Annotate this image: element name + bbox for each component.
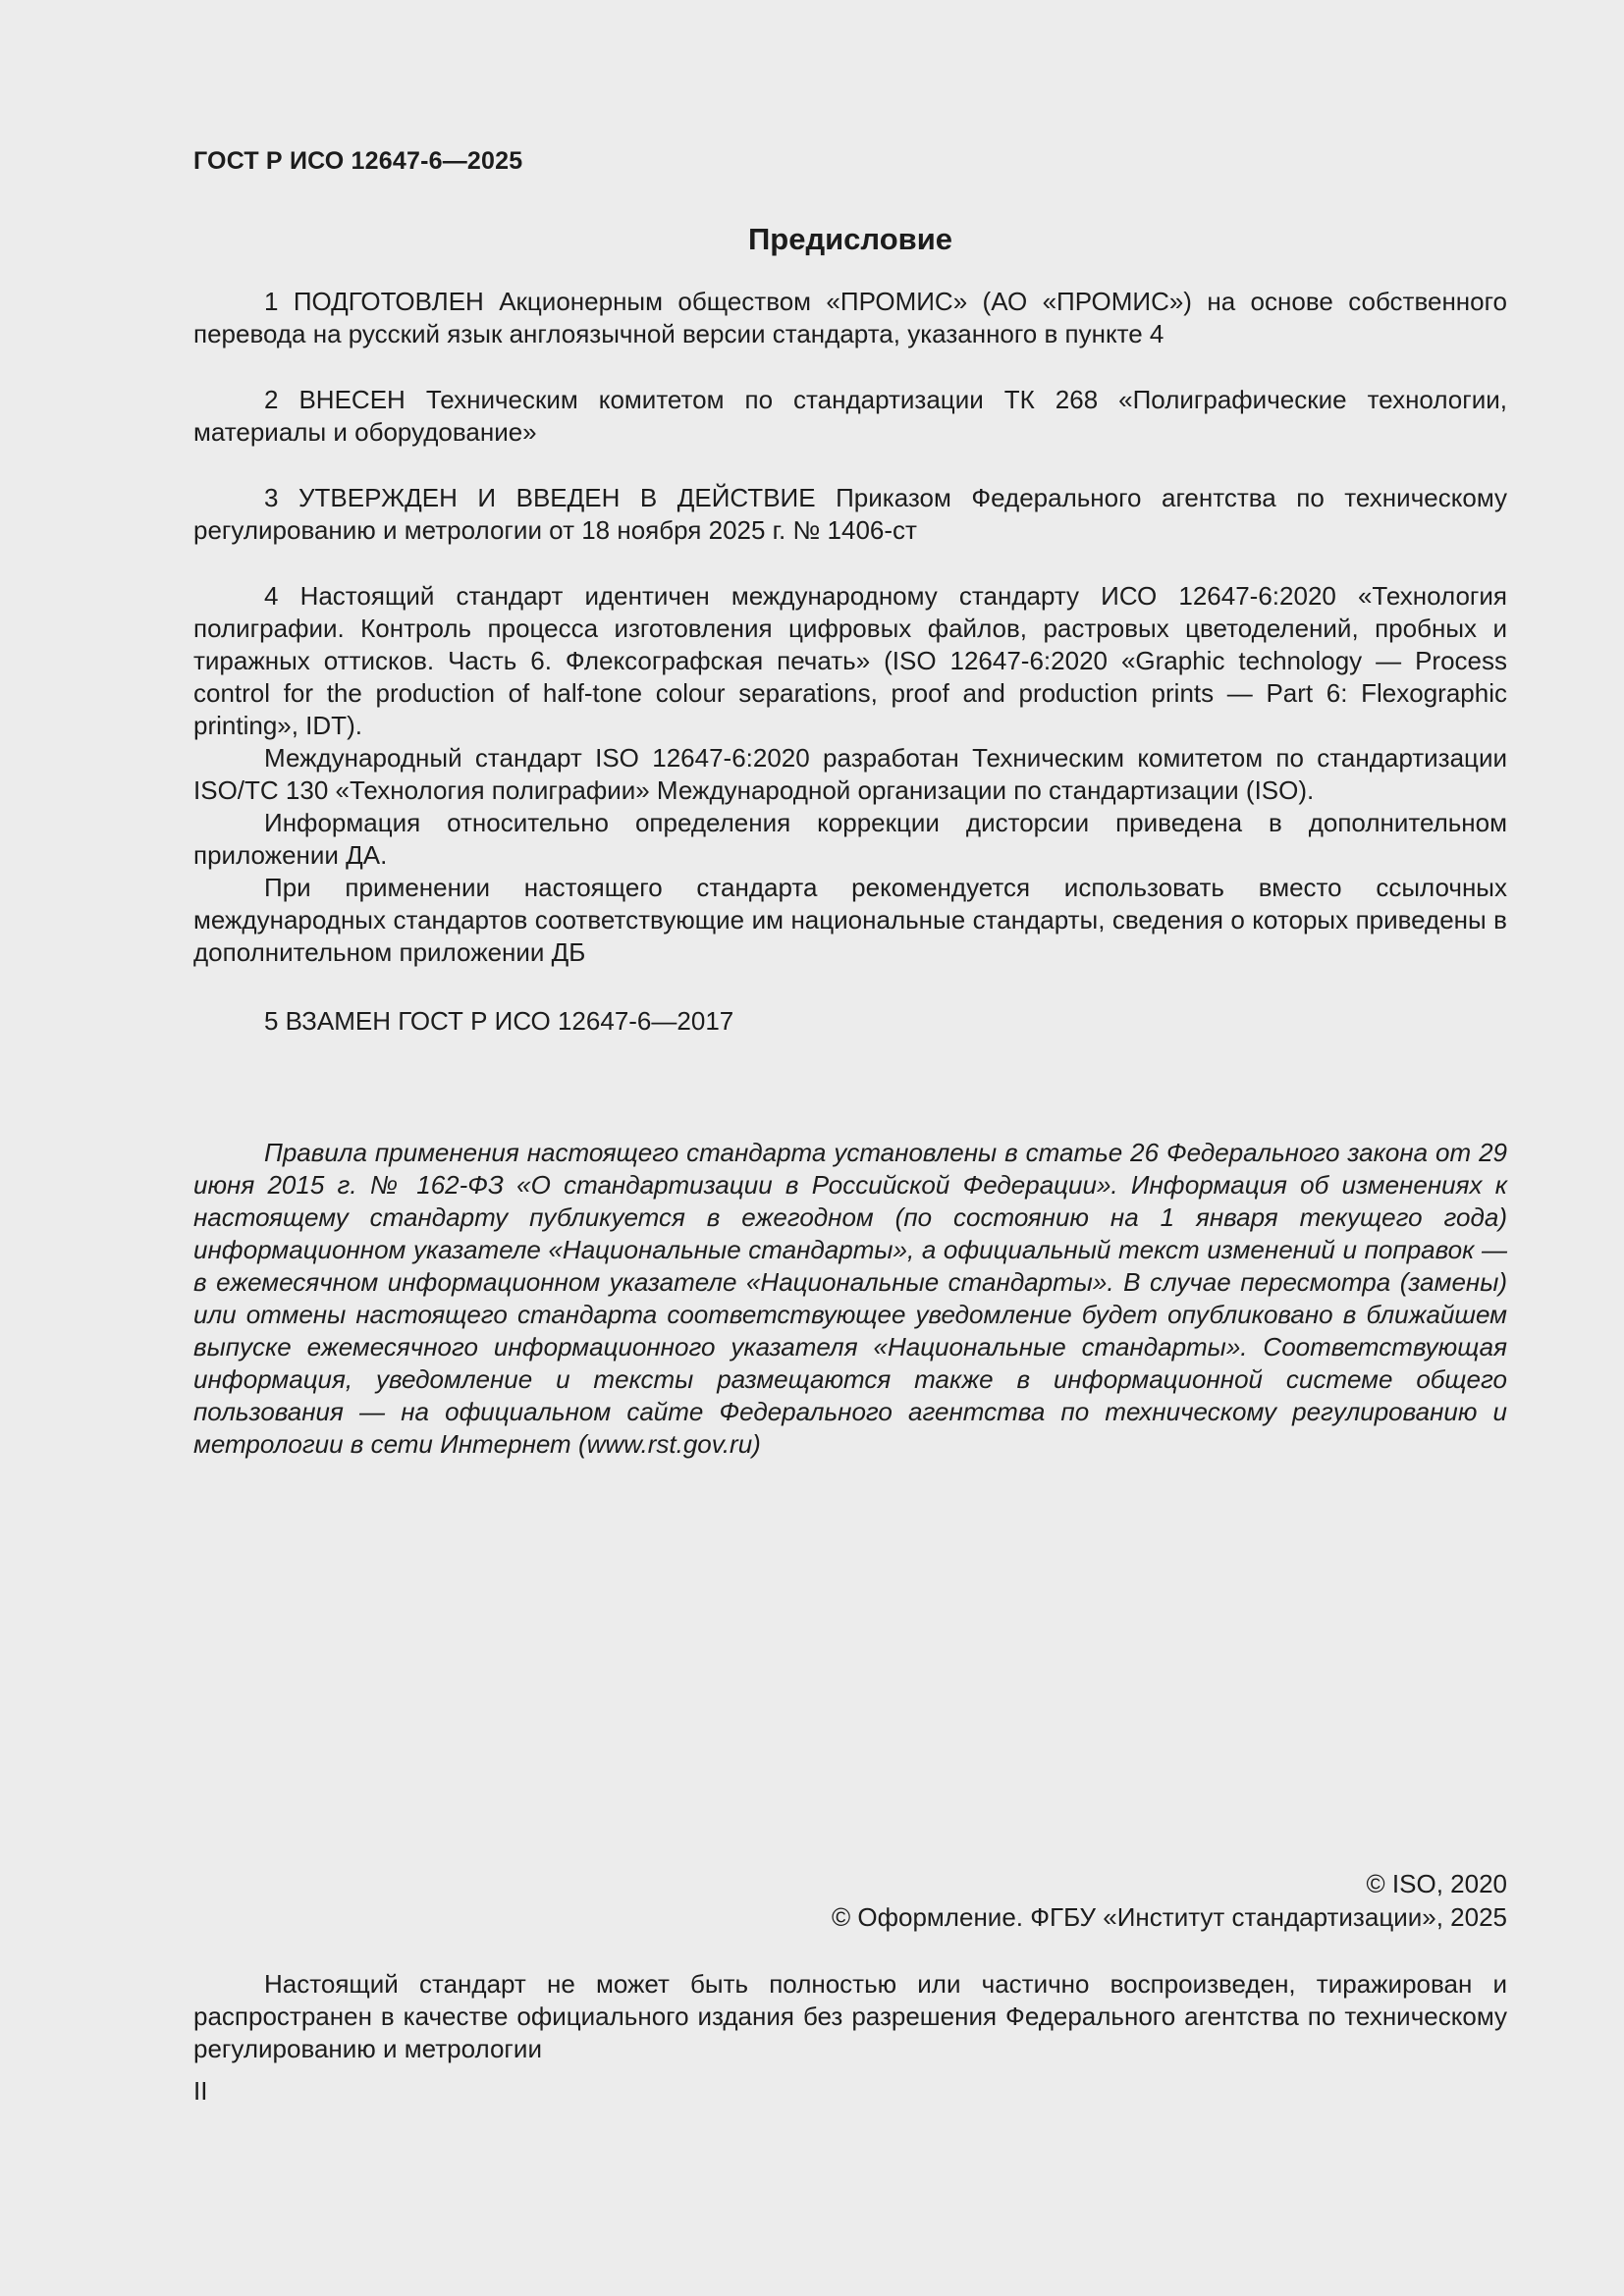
rules-notice-text: Правила применения настоящего стандарта установлены в статье 26 Федерального закона от 29 июня 2015 г. № 162-ФЗ «О стандартизации в Российской Федерации». Информация об изменениях к настоящему стандарту публикуется в ежегодном (по состоянию на 1 января текущего года) информационном указателе «Национальные стандарты», а официальный текст изменений и поправок — в ежемесячном информационном указателе «Национальные стандарты». В случае пересмотра (замены) или отмены настоящего стандарта соответствующее уведомление будет опубликовано в ближайшем выпуске ежемесячного информационного указателя «Национальные стандарты». Соответствующая информация, уведомление и тексты размещаются также в информационной системе общего пользования — на официальном сайте Федерального агентства по техническому регулированию и метрологии в сети Интернет (www.rst.gov.ru) xyxy=(193,1138,1507,1459)
page-number: II xyxy=(193,2076,208,2106)
page-title: Предисловие xyxy=(747,222,952,256)
reproduction-notice xyxy=(193,1968,1507,2065)
foreword-item-4-paragraph: Информация относительно определения коррекции дисторсии приведена в дополнительном приложении ДА. xyxy=(193,808,1507,870)
reproduction-notice-text: Настоящий стандарт не может быть полностью или частично воспроизведен, тиражирован и распространен в качестве официального издания без разрешения Федерального агентства по техническому регулированию и метрологии xyxy=(193,1969,1507,2063)
foreword-item-5-text: 5 ВЗАМЕН ГОСТ Р ИСО 12647-6—2017 xyxy=(264,1006,734,1036)
foreword-item-2-text: 2 ВНЕСЕН Техническим комитетом по стандартизации ТК 268 «Полиграфические технологии, материалы и оборудование» xyxy=(193,385,1507,447)
copyright-iso: © ISO, 2020 xyxy=(1366,1869,1507,1898)
foreword-item-4-paragraph: Международный стандарт ISO 12647-6:2020 разработан Техническим комитетом по стандартизации ISO/TC 130 «Технология полиграфии» Международной организации по стандартизации (ISO). xyxy=(193,743,1507,805)
foreword-item-3 xyxy=(193,482,1507,547)
rules-notice xyxy=(193,1137,1507,1461)
copyright-block xyxy=(193,1867,1507,1934)
document-header: ГОСТ Р ИСО 12647-6—2025 xyxy=(193,147,523,175)
foreword-item-2 xyxy=(193,384,1507,449)
foreword-item-1 xyxy=(193,286,1507,350)
foreword-item-4 xyxy=(193,580,1507,969)
foreword-item-3-text: 3 УТВЕРЖДЕН И ВВЕДЕН В ДЕЙСТВИЕ Приказом Федерального агентства по техническому регулированию и метрологии от 18 ноября 2025 г. № 1406-ст xyxy=(193,483,1507,545)
foreword-item-4-paragraph: При применении настоящего стандарта рекомендуется использовать вместо ссылочных международных стандартов соответствующие им национальные стандарты, сведения о которых приведены в дополнительном приложении ДБ xyxy=(193,873,1507,967)
copyright-design: © Оформление. ФГБУ «Институт стандартизации», 2025 xyxy=(832,1902,1507,1932)
foreword-item-1-text: 1 ПОДГОТОВЛЕН Акционерным обществом «ПРОМИС» (АО «ПРОМИС») на основе собственного перевода на русский язык англоязычной версии стандарта, указанного в пункте 4 xyxy=(193,287,1507,348)
foreword-item-4-paragraph: 4 Настоящий стандарт идентичен международному стандарту ИСО 12647-6:2020 «Технология полиграфии. Контроль процесса изготовления цифровых файлов, растровых цветоделений, пробных и тиражных оттисков. Часть 6. Флексографская печать» (ISO 12647-6:2020 «Graphic technology — Process control for the production of half-tone colour separations, proof and production prints — Part 6: Flexographic printing», IDT). xyxy=(193,581,1507,740)
foreword-item-5 xyxy=(193,1005,1507,1038)
